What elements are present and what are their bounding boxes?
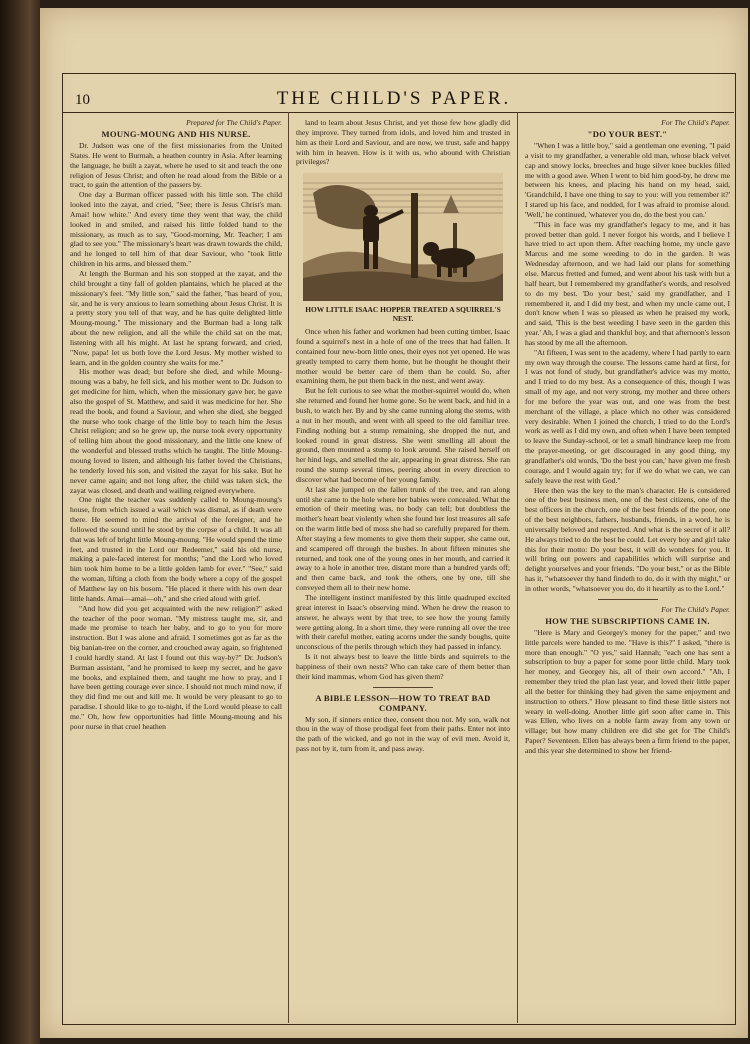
paragraph: Once when his father and workmen had been cutting timber, Isaac found a squirrel's nest in a hole of one of the trees that had fallen. It contained four new-born little ones, their eyes not yet opened. He was greatly tempted to carry them home, but he thought he thought their mother would be better care of them than he could. So, after examining them, he put them back in the nest, and went away. bbox=[296, 327, 510, 386]
paragraph: His mother was dead; but before she died, and while Moung-moung was a baby, he fell sick, and his mother went to Dr. Judson to get medicine for him, which, when the missionary gave her, he gave also the gospel of St. Matthew, and said it was medicine for her. She read the book, and found a Saviour, and when she died, she begged the nurse who took charge of the little boy to teach him the Jesus Christ religion; and so he grew up, the nurse took every opportunity of telling him about the good missionary, and the little one knew of the wonderful and blessed truths which he taught. The little Moung-moung loved to listen, and although his father loved the Christians, he tenderly loved his son, and visited the zayat for his sake. But he never came again; and not long after, the child was taken sick, the zayat was closed, and death and wailing reigned everywhere. bbox=[70, 367, 282, 495]
paragraph: Dr. Judson was one of the first missionaries from the United States. He went to Burmah, a heathen country in Asia. After learning the language, he built a zayat, where he used to sit and teach the one religion of Jesus Christ; and often he read aloud from the Bible or a tract, to gain the attention of the passers by. bbox=[70, 141, 282, 190]
article-title-bible-lesson: A BIBLE LESSON—HOW TO TREAT BAD COMPANY. bbox=[315, 692, 491, 713]
paragraph: At length the Burman and his son stopped at the zayat, and the child brought a tiny fall of golden plantains, which he placed at the missionary's feet. "My little son," said the father, "has heard of you, sir, and he is very anxious to learn something about Jesus Christ. It is a pretty story you tell of that way, and he has quite delighted little Moung-moung." The missionary and the Burman had a long talk about the new religion, and all the while the child sat on the mat, listening with all his might. At last he sprang forward, and cried, "Now, papa! let us both love the Lord Jesus. My mother wished to learn, and in the golden country she waits for me." bbox=[70, 268, 282, 367]
paragraph: Is it not always best to leave the little birds and squirrels to the happiness of their own nests? Who can take care of them better than their kind mammas, whom God has given them? bbox=[296, 652, 510, 681]
article-title-moung: MOUNG-MOUNG AND HIS NURSE. bbox=[101, 129, 251, 139]
page-number: 10 bbox=[75, 92, 90, 108]
paragraph: "Here is Mary and Georgey's money for the paper," and two little parcels were handed to me. "Have is this?" I asked, "there is more than enough." "O yes," said Hannah; "each one has sent a subscription to buy a paper for some poor little child. Mary took her money, and Georgey his, all of their own accord." "Ah, I remember they tried the plan last year, and loved their little paper all the better for thinking they had given the same enjoyment and instruction to others." How pleasant to find these little sisters not weary in well-doing. Another little girl soon after came in. This was Ellen, who lives on a noble farm away from any town or village; but how many children ere did she get for The Child's Paper? Seventeen. Ellen has always been a firm friend to the paper, and this year she determined to show her friend- bbox=[525, 627, 730, 755]
column-1 bbox=[70, 118, 282, 1018]
paragraph: At last she jumped on the fallen trunk of the tree, and ran along until she came to the hole where her babies were concealed. What the emotion of their meeting was, no body can tell; but doubtless the mother's heart beat violently when she found her lost treasures all safe on the warm little bed of moss she had so carefully prepared for them. After staying a few moments to give them their supper, she came out, and scampered off through the bushes. In about fifteen minutes she returned, and took one of the young ones in her mouth, and carried it away to a hole in another tree, distant more than a hundred yards off; and then came back, and took the others, one by one, till she conveyed them all to their new home. bbox=[296, 484, 510, 593]
masthead-title: THE CHILD'S PAPER. bbox=[276, 88, 512, 109]
article-title-do-your-best: "DO YOUR BEST." bbox=[587, 129, 668, 139]
section-divider bbox=[373, 687, 433, 688]
paragraph: "At fifteen, I was sent to the academy, where I had partly to earn my own way through the course. The lessons came hard at first, for I was not fond of study, but grandfather's advice was my motto, and I tried to do my best. As a consequence of this, though I was small of my age, and not very strong, my mother and three others for me before the year was out, and one was from the best merchant of the village, a place which no other was considered very desirable. When I joined the church, I tried to do the Lord's work as well as I did my own, and often when I have been tempted to leave the Sunday-school, or let a small hindrance keep me from the prayer-meeting, or get discouraged in any good thing, my grandfather's old words, 'Do the best you can,' have given me fresh courage, and I would again try; for if we do what we can, we can safely leave the rest with God." bbox=[525, 347, 730, 485]
book-binding bbox=[0, 0, 40, 1044]
paragraph: "When I was a little boy," said a gentleman one evening, "I paid a visit to my grandfather, a venerable old man, whose black velvet cap and snowy locks, breeches and huge silver knee buckles filled me with a good awe. When I went to bid him good-by, he drew me between his knees, and placing his hand on my head, said, 'Grandchild, I have one thing to say to you: will you remember it?' I stared up his face, and nodded, for I was afraid to promise aloud. 'Well,' he continued, 'whatever you do, do the best you can.' bbox=[525, 141, 730, 219]
column-3 bbox=[525, 118, 730, 1018]
paragraph: One night the teacher was suddenly called to Moung-moung's house, from which issued a wail which was dismal, as if death were there. He seemed to mind the arrival of the foreigner, and he followed the sound until he stood by the corpse of a child. It was all that was left of bright little Moung-moung. "He would spend the time feet, and trusted in the Lord our Redeemer," said his old nurse, making a pale-faced interest for months; "and the Lord who loved him took him home to be a little golden lamb for ever." "See," said the woman, lifting a cloth from the body where a copy of the gospel of Matthew lay on his bosom. "He placed it there with his own dear little hands. Amai—amai—oh," and she cried aloud with grief. bbox=[70, 495, 282, 603]
engraving-caption: HOW LITTLE ISAAC HOPPER TREATED A SQUIRREL'S NEST. bbox=[305, 305, 501, 324]
paragraph: "And how did you get acquainted with the new religion?" asked the teacher of the poor woman. "My mistress taught me, sir, and made me promise to teach her baby, and to go to you for more instruction. But I was alone and afraid. I sometimes got as far as the big banian-tree on the corner, and crouched away again, so frightened I could hardly stand. At last I found out this way-by?" Dr. Judson's Burman assistant, "and he promised to keep my secret, and he gave me books, and explained them, and taught me how to pray, and I have been getting courage ever since. I should not much mind now, if they did find me out and kill me. It would be very pleasant to go to paradise. I should like to go to-night, if the Lord would please to call me." Oh, how few opportunities had little Moung-moung and his poor nurse in that cruel heathen bbox=[70, 603, 282, 731]
paragraph: land to learn about Jesus Christ, and yet those few how gladly did they improve. They turned from idols, and loved him and trusted in him as their Lord and Saviour, and are now, we trust, safe and happy with him in heaven. How is it with us, who abound with Christian privileges? bbox=[296, 118, 510, 167]
article-credit: For The Child's Paper. bbox=[661, 118, 730, 127]
column-rule-2 bbox=[517, 112, 518, 1023]
engraving-boy-and-dog bbox=[303, 173, 503, 301]
paragraph: "This in face was my grandfather's legacy to me, and it has proved better than gold. I never forgot his words, and I believe I have tried to act upon them. After reaching home, my uncle gave Marcus and me some weeding to do in the garden. It was Wednesday afternoon, and we had laid our plans for something else. Marcus fretted and fumed, and went about his task with but a half heart, but I remembered my grandfather's words, and resolved to do my best. 'Do your best,' said my grandfather, and I remembered it, and I did my best, and when my uncle came out, I don't know when I was so pleased as when he praised my work, and said, 'This is the best weeding I have seen in the garden this year.' Ah, I was a glad and thankful boy, and that afternoon's lesson has stood by me all the afternoon. bbox=[525, 219, 730, 347]
paragraph: But he felt curious to see what the mother-squirrel would do, when she returned and found her home gone. So he went back, and hid in a bush, to watch her. By and by she came running along the stems, with a nut in her mouth, and went with all speed to the old familiar tree. Finding nothing but a stump remaining, she dropped the nut, and looked round in great distress. She went smelling all about the ground, then mounted a stump to look around. She raised herself on her hind legs, and smelled the air, appearing in great distress. She ran round the stump several times, peering about in every direction to discover what had become of her young family. bbox=[296, 386, 510, 484]
paragraph: The intelligent instinct manifested by this little quadruped excited great interest in Isaac's observing mind. When he drew the reason to answer, he always went by that tree, to see how the young family were getting along. In a short time, they were running all over the tree with their careful mother, eating acorns under the sandy boughs, quite unconscious of the perils through which they had passed in infancy. bbox=[296, 593, 510, 652]
article-credit: Prepared for The Child's Paper. bbox=[186, 118, 282, 127]
article-title-subscriptions: HOW THE SUBSCRIPTIONS CAME IN. bbox=[545, 615, 710, 626]
article-credit: For The Child's Paper. bbox=[661, 604, 730, 614]
column-2 bbox=[296, 118, 510, 1018]
paragraph: My son, if sinners entice thee, consent thou not. My son, walk not thou in the way of those prodigal feet from their paths. Enter not into the path of the wicked, and go not in the way of evil men. Avoid it, pass not by it, turn from it, and pass away. bbox=[296, 714, 510, 754]
masthead-rule bbox=[62, 112, 734, 113]
column-rule-1 bbox=[288, 112, 289, 1023]
paragraph: One day a Burman officer passed with his little son. The child looked into the zayat, and cried, "See; there is Jesus Christ's man. Amai! how white." And every time they went that way, the child looked in and smiled, and raised his little folded hand to the missionary, as much as to say, "Good-morning, Mr. Teacher; I am glad to see you." The missionary's heart was drawn towards the child, and he longed to tell him of that dear Saviour, who "took little children in his arms, and blessed them." bbox=[70, 190, 282, 269]
newspaper-page bbox=[40, 8, 748, 1038]
section-divider bbox=[598, 599, 658, 600]
paragraph: Here then was the key to the man's character. He is considered one of the best business men, one of the best citizens, one of the best officers in the church, one of the best friends of the poor, one of the best neighbors, fathers, husbands, friends, in a word, he is universally beloved and respected. And what is the secret of it all? He always tried to do the best he could. Let every boy and girl take this for their motto: Do your best, it will do wonders for you. It will bring out powers and capabilities which will surprise and delight yourselves and your friends. "Do your best," or as the Bible has it, "whatsoever thy hand findeth to do, do it with thy might," or in other words, "whatsoever you do, do it heartily as to the Lord." bbox=[525, 485, 730, 593]
